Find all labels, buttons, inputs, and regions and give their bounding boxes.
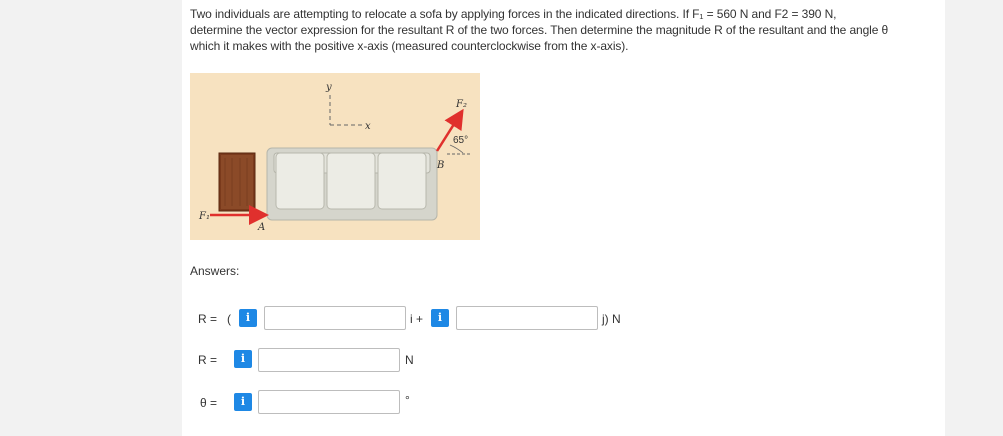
resultant-vector-label: R = [198, 312, 218, 326]
angle-label: 65° [453, 135, 469, 146]
point-a-label: A [258, 222, 266, 233]
i-unit-label: i + [410, 312, 424, 326]
info-icon-i-component[interactable]: i [239, 309, 257, 327]
force-f1-arrow [198, 211, 265, 233]
magnitude-input[interactable] [258, 348, 400, 372]
angle-input[interactable] [258, 390, 400, 414]
sofa-diagram [190, 73, 480, 240]
axes [325, 82, 371, 132]
problem-statement [190, 6, 950, 54]
angle-theta-label: θ = [200, 396, 218, 410]
side-table [219, 153, 255, 211]
i-component-input[interactable] [264, 306, 406, 330]
magnitude-unit: N [405, 353, 414, 367]
info-icon-angle[interactable]: i [234, 393, 252, 411]
f1-label: F₁ [199, 211, 210, 222]
problem-line-3: which it makes with the positive x-axis (measured counterclockwise from the x-axis). [190, 39, 629, 53]
y-axis-label: y [326, 82, 332, 93]
x-axis-label: x [365, 121, 371, 132]
problem-line-1: Two individuals are attempting to relocate a sofa by applying forces in the indicated directions. If F₁ = 560 N and F2 = 390 N, [190, 7, 837, 21]
problem-line-2: determine the vector expression for the resultant R of the two forces. Then determine the magnitude R of the resultant and the angle θ [190, 23, 889, 37]
j-unit-label: j) N [602, 312, 621, 326]
sofa-figure [190, 73, 480, 240]
angle-unit: ° [405, 393, 410, 407]
point-b-label: B [437, 160, 445, 171]
magnitude-label: R = [198, 353, 218, 367]
f2-label: F₂ [456, 99, 467, 110]
info-icon-j-component[interactable]: i [431, 309, 449, 327]
info-icon-magnitude[interactable]: i [234, 350, 252, 368]
j-component-input[interactable] [456, 306, 598, 330]
force-f2-arrow [436, 99, 470, 171]
sofa [267, 148, 437, 220]
open-paren: ( [227, 312, 231, 326]
answers-label: Answers: [190, 264, 240, 278]
